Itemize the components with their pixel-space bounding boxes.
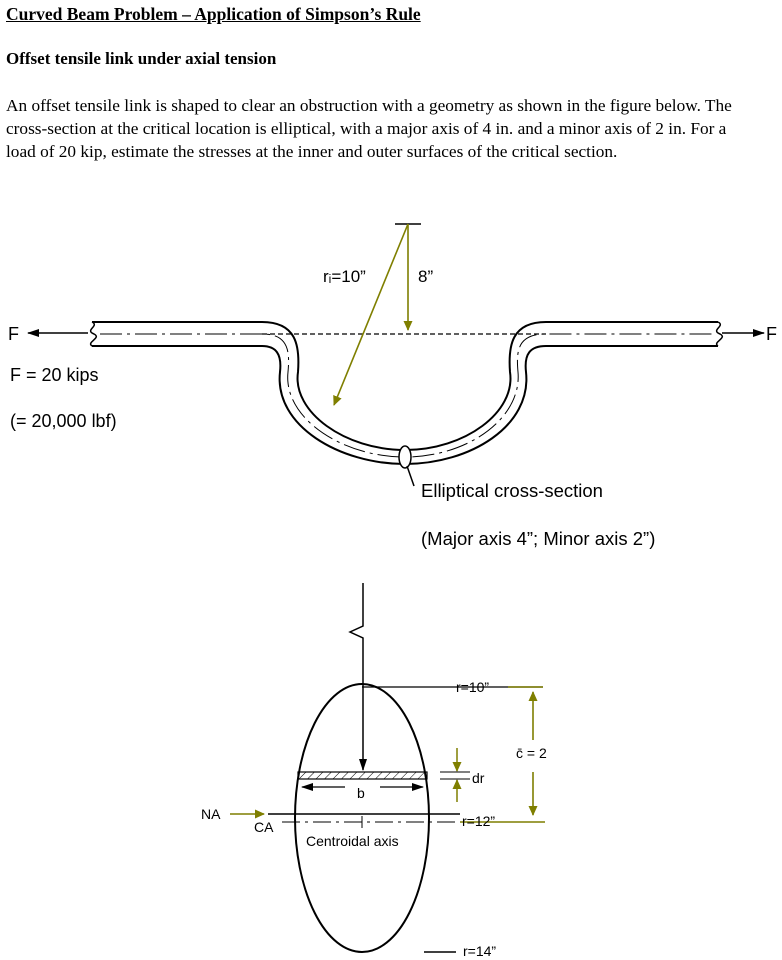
centroidal-axis-label: Centroidal axis <box>306 833 399 849</box>
right-break-end <box>717 322 723 346</box>
cbar-label: c̄ = 2 <box>516 745 547 761</box>
r-centroid-label: r=12” <box>462 813 496 829</box>
ca-label: CA <box>254 819 274 835</box>
r-inner-label: r=10” <box>456 679 490 695</box>
section-ellipse-mark <box>399 446 411 468</box>
ellipse-section-figure <box>201 583 547 959</box>
inner-radius-line <box>334 224 408 405</box>
offset-label: 8” <box>418 267 434 286</box>
link-centerline <box>100 334 712 457</box>
differential-strip <box>298 772 427 779</box>
na-label: NA <box>201 806 221 822</box>
force-left-label: F <box>8 324 19 344</box>
radius-line-break <box>350 583 363 770</box>
load-lbf-label: (= 20,000 lbf) <box>10 411 117 431</box>
document-title: Curved Beam Problem – Application of Simpson’s Rule <box>6 4 421 24</box>
load-label: F = 20 kips <box>10 365 99 385</box>
dr-label: dr <box>472 770 485 786</box>
r-outer-label: r=14” <box>463 943 497 959</box>
b-label: b <box>357 785 365 801</box>
link-outline-top <box>92 322 718 450</box>
offset-link-figure <box>8 224 777 549</box>
document-subtitle: Offset tensile link under axial tension <box>6 49 277 68</box>
force-right-label: F <box>766 324 777 344</box>
problem-statement: An offset tensile link is shaped to clear an obstruction with a geometry as shown in the figure below. The cross-section at the critical location is elliptical, with a major axis of 4 in. and a minor axis of 2 in. For a load of 20 kip, estimate the stresses at the inner and outer surfaces of the critical section. <box>6 96 732 161</box>
inner-radius-label: rᵢ=10” <box>323 267 366 286</box>
left-break-end <box>91 322 97 346</box>
section-label: Elliptical cross-section <box>421 480 603 501</box>
axes-label: (Major axis 4”; Minor axis 2”) <box>421 528 656 549</box>
section-leader <box>407 466 414 486</box>
